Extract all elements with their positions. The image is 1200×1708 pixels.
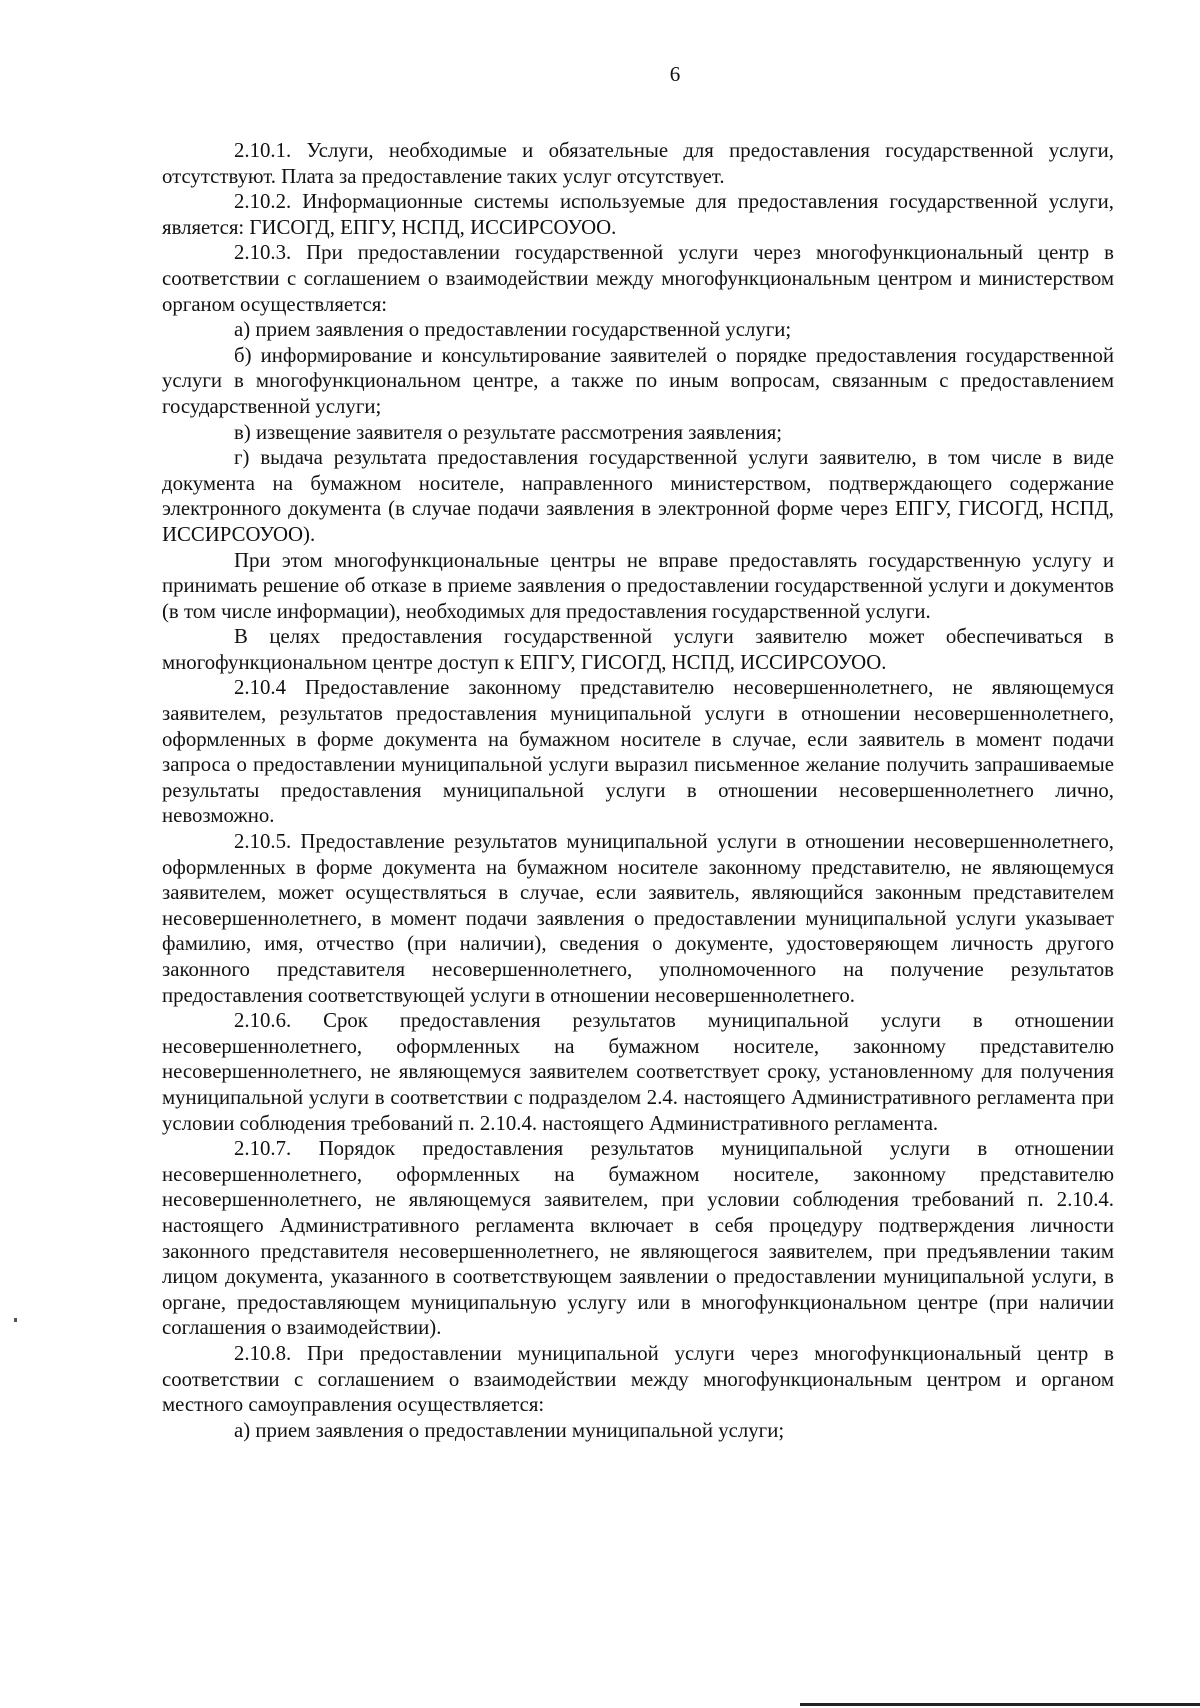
paragraph-2-10-8: 2.10.8. При предоставлении муниципальной услуги через многофункциональный центр в соответствии с соглашением о взаимодействии между многофункциональным центром и органом местного самоуправления осуществляется: <box>162 1341 1114 1417</box>
bottom-scan-edge <box>800 1703 1200 1706</box>
page-number: 6 <box>669 62 681 86</box>
list-item-a-municipal: а) прием заявления о предоставлении муниципальной услуги; <box>234 1418 785 1442</box>
paragraph-2-10-2: 2.10.2. Информационные системы используемые для предоставления государственной услуги, является: ГИСОГД, ЕПГУ, НСПД, ИССИРСОУОО. <box>162 190 1114 239</box>
paragraph-2-10-3: 2.10.3. При предоставлении государственной услуги через многофункциональный центр в соответствии с соглашением о взаимодействии между многофункциональным центром и министерством органом осуществляется: <box>162 241 1114 316</box>
document-body <box>162 138 1114 1443</box>
paragraph-2-10-6: 2.10.6. Срок предоставления результатов муниципальной услуги в отношении несовершеннолетнего, оформленных на бумажном носителе, законному представителю несовершеннолетнего, не являющемуся заявителем соответствует сроку, установленному для получения муниципальной услуги в соответствии с подразделом 2.4. настоящего Административного регламента при условии соблюдения требований п. 2.10.4. настоящего Административного регламента. <box>162 1009 1114 1135</box>
paragraph-mfc-restriction: При этом многофункциональные центры не вправе предоставлять государственную услугу и принимать решение об отказе в приеме заявления о предоставлении государственной услуги и документов (в том числе информации), необходимых для предоставления государственной услуги. <box>162 548 1114 623</box>
scan-speck <box>14 1318 17 1322</box>
paragraph-mfc-access: В целях предоставления государственной услуги заявителю может обеспечиваться в многофункциональном центре доступ к ЕПГУ, ГИСОГД, НСПД, ИССИРСОУОО. <box>162 625 1114 674</box>
list-item-a: а) прием заявления о предоставлении государственной услуги; <box>234 318 792 342</box>
list-item-g: г) выдача результата предоставления государственной услуги заявителю, в том числе в виде документа на бумажном носителе, направленного министерством, подтверждающего содержание электронного документа (в случае подачи заявления в электронной форме через ЕПГУ, ГИСОГД, НСПД, ИССИРСОУОО). <box>162 446 1114 546</box>
list-item-v: в) извещение заявителя о результате рассмотрения заявления; <box>234 420 783 444</box>
list-item-b: б) информирование и консультирование заявителей о порядке предоставления государственной услуги в многофункциональном центре, а также по иным вопросам, связанным с предоставлением государственной услуги; <box>162 343 1114 418</box>
paragraph-2-10-1: 2.10.1. Услуги, необходимые и обязательные для предоставления государственной услуги, отсутствуют. Плата за предоставление таких услуг отсутствует. <box>162 139 1114 188</box>
paragraph-2-10-7: 2.10.7. Порядок предоставления результатов муниципальной услуги в отношении несовершеннолетнего, оформленных на бумажном носителе, законному представителю несовершеннолетнего, не являющемуся заявителем, при условии соблюдения требований п. 2.10.4. настоящего Административного регламента включает в себя процедуру подтверждения личности законного представителя несовершеннолетнего, не являющегося заявителем, при предъявлении таким лицом документа, указанного в соответствующем заявлении о предоставлении муниципальной услуги, в органе, предоставляющем муниципальную услугу или в многофункциональном центре (при наличии соглашения о взаимодействии). <box>162 1137 1114 1340</box>
paragraph-2-10-4: 2.10.4 Предоставление законному представителю несовершеннолетнего, не являющемуся заявителем, результатов предоставления муниципальной услуги в отношении несовершеннолетнего, оформленных в форме документа на бумажном носителе в случае, если заявитель в момент подачи запроса о предоставлении муниципальной услуги выразил письменное желание получить запрашиваемые результаты предоставления муниципальной услуги в отношении несовершеннолетнего лично, невозможно. <box>162 676 1114 828</box>
paragraph-2-10-5: 2.10.5. Предоставление результатов муниципальной услуги в отношении несовершеннолетнего, оформленных в форме документа на бумажном носителе законному представителю, не являющемуся заявителем, может осуществляться в случае, если заявитель, являющийся законным представителем несовершеннолетнего, в момент подачи заявления о предоставлении муниципальной услуги указывает фамилию, имя, отчество (при наличии), сведения о документе, удостоверяющем личность другого законного представителя несовершеннолетнего, уполномоченного на получение результатов предоставления соответствующей услуги в отношении несовершеннолетнего. <box>162 830 1114 1007</box>
